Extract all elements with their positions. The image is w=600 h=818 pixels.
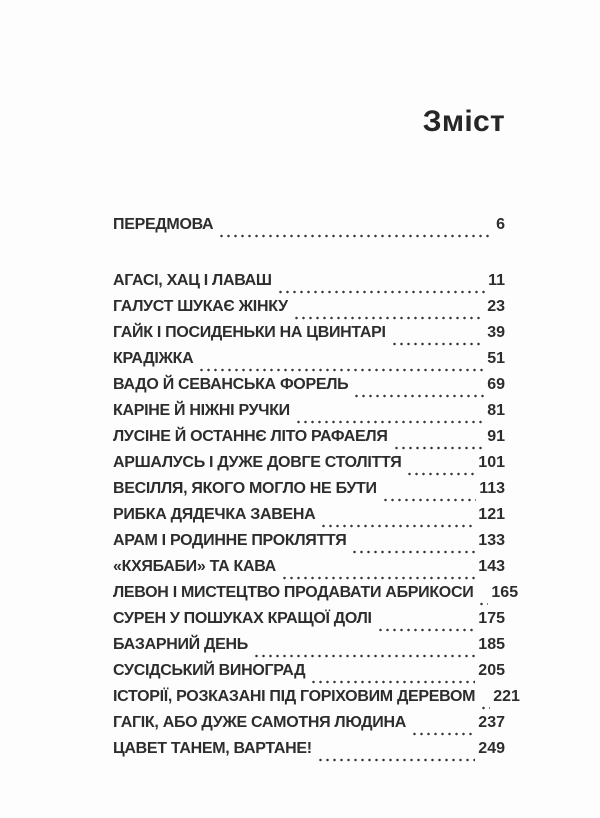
dot-leader [277,290,485,294]
dot-leader [411,732,475,736]
toc-entry-title: КРАДІЖКА [113,350,194,367]
toc-entry-title: ЦАВЕТ ТАНЕМ, ВАРТАНЕ! [113,740,312,757]
toc-entry-page: 133 [478,532,505,549]
toc-entry [113,714,505,740]
toc-entry-title: СУРЕН У ПОШУКАХ КРАЩОЇ ДОЛІ [113,610,372,627]
toc-entry-page: 6 [496,216,505,233]
toc-entry-title: АГАСІ, ХАЦ І ЛАВАШ [113,272,272,289]
toc-entry-page: 81 [487,402,505,419]
dot-leader [406,472,475,476]
dot-leader [293,316,484,320]
toc-entry-page: 121 [478,506,505,523]
toc-entry-page: 175 [478,610,505,627]
toc-entry-title: ВАДО Й СЕВАНСЬКА ФОРЕЛЬ [113,376,349,393]
toc-entry-page: 51 [487,350,505,367]
dot-leader [393,446,485,450]
toc-entry-page: 91 [487,428,505,445]
dot-leader [253,654,475,658]
toc-entry-page: 205 [478,662,505,679]
toc-entry-title: СУСІДСЬКИЙ ВИНОГРАД [113,662,306,679]
toc-entry-page: 23 [487,298,505,315]
toc-entry-title: ВЕСІЛЛЯ, ЯКОГО МОГЛО НЕ БУТИ [113,480,377,497]
dot-leader [317,758,475,762]
dot-leader [218,234,493,238]
dot-leader [391,342,485,346]
page-title: Зміст [422,105,505,138]
toc-entry [113,272,505,298]
toc-entry-title: РИБКА ДЯДЕЧКА ЗАВЕНА [113,506,316,523]
toc-entry-page: 101 [478,454,505,471]
dot-leader [281,576,475,580]
toc-entry [113,298,505,324]
toc-entry [113,558,505,584]
toc-entry-page: 143 [478,558,505,575]
toc-entry-page: 165 [491,584,519,601]
dot-leader [478,602,488,606]
dot-leader [353,394,484,398]
toc-entry-page: 237 [478,714,505,731]
page-content [113,104,520,766]
toc-entry-page: 11 [488,272,505,289]
dot-leader [310,680,475,684]
toc-entry [113,480,505,506]
dot-leader [480,706,490,710]
toc-entry-page: 185 [478,636,505,653]
toc-entry [113,688,520,714]
toc-entry [113,740,505,766]
toc-entry [113,610,505,636]
toc-entry-page: 69 [487,376,505,393]
toc-entry-page: 249 [478,740,505,757]
toc-entry-title: «КХЯБАБИ» ТА КАВА [113,558,276,575]
dot-leader [382,498,476,502]
toc-entry [113,350,505,376]
toc-list [113,216,520,766]
toc-entry [113,216,505,242]
toc-entry-title: ГАЛУСТ ШУКАЄ ЖІНКУ [113,298,288,315]
toc-entry-title: АРАМ І РОДИННЕ ПРОКЛЯТТЯ [113,532,347,549]
toc-entry-title: БАЗАРНИЙ ДЕНЬ [113,636,248,653]
toc-entry [113,454,505,480]
toc-entry [113,402,505,428]
toc-entry-title: ГАГІК, АБО ДУЖЕ САМОТНЯ ЛЮДИНА [113,714,406,731]
toc-entry [113,584,519,610]
toc-entry-title: ЛУСІНЕ Й ОСТАННЄ ЛІТО РАФАЕЛЯ [113,428,388,445]
toc-entry [113,428,505,454]
toc-entry [113,532,505,558]
toc-entry-page: 221 [493,688,520,705]
dot-leader [377,628,476,632]
dot-leader [351,550,475,554]
toc-entry-page: 113 [479,480,505,497]
dot-leader [295,420,484,424]
toc-entry-page: 39 [487,324,505,341]
toc-entry-title: АРШАЛУСЬ І ДУЖЕ ДОВГЕ СТОЛІТТЯ [113,454,402,471]
toc-entry [113,506,505,532]
toc-entry-title: ГАЙК І ПОСИДЕНЬКИ НА ЦВИНТАРІ [113,324,386,341]
dot-leader [320,524,475,528]
toc-entry [113,324,505,350]
toc-entry [113,636,505,662]
toc-entry-title: КАРІНЕ Й НІЖНІ РУЧКИ [113,402,290,419]
toc-entry-title: ПЕРЕДМОВА [113,216,214,233]
toc-entry [113,376,505,402]
toc-entry-title: ІСТОРІЇ, РОЗКАЗАНІ ПІД ГОРІХОВИМ ДЕРЕВОМ [113,688,476,705]
toc-entry [113,662,505,688]
dot-leader [198,368,484,372]
toc-entry-title: ЛЕВОН І МИСТЕЦТВО ПРОДАВАТИ АБРИКОСИ [113,584,474,601]
